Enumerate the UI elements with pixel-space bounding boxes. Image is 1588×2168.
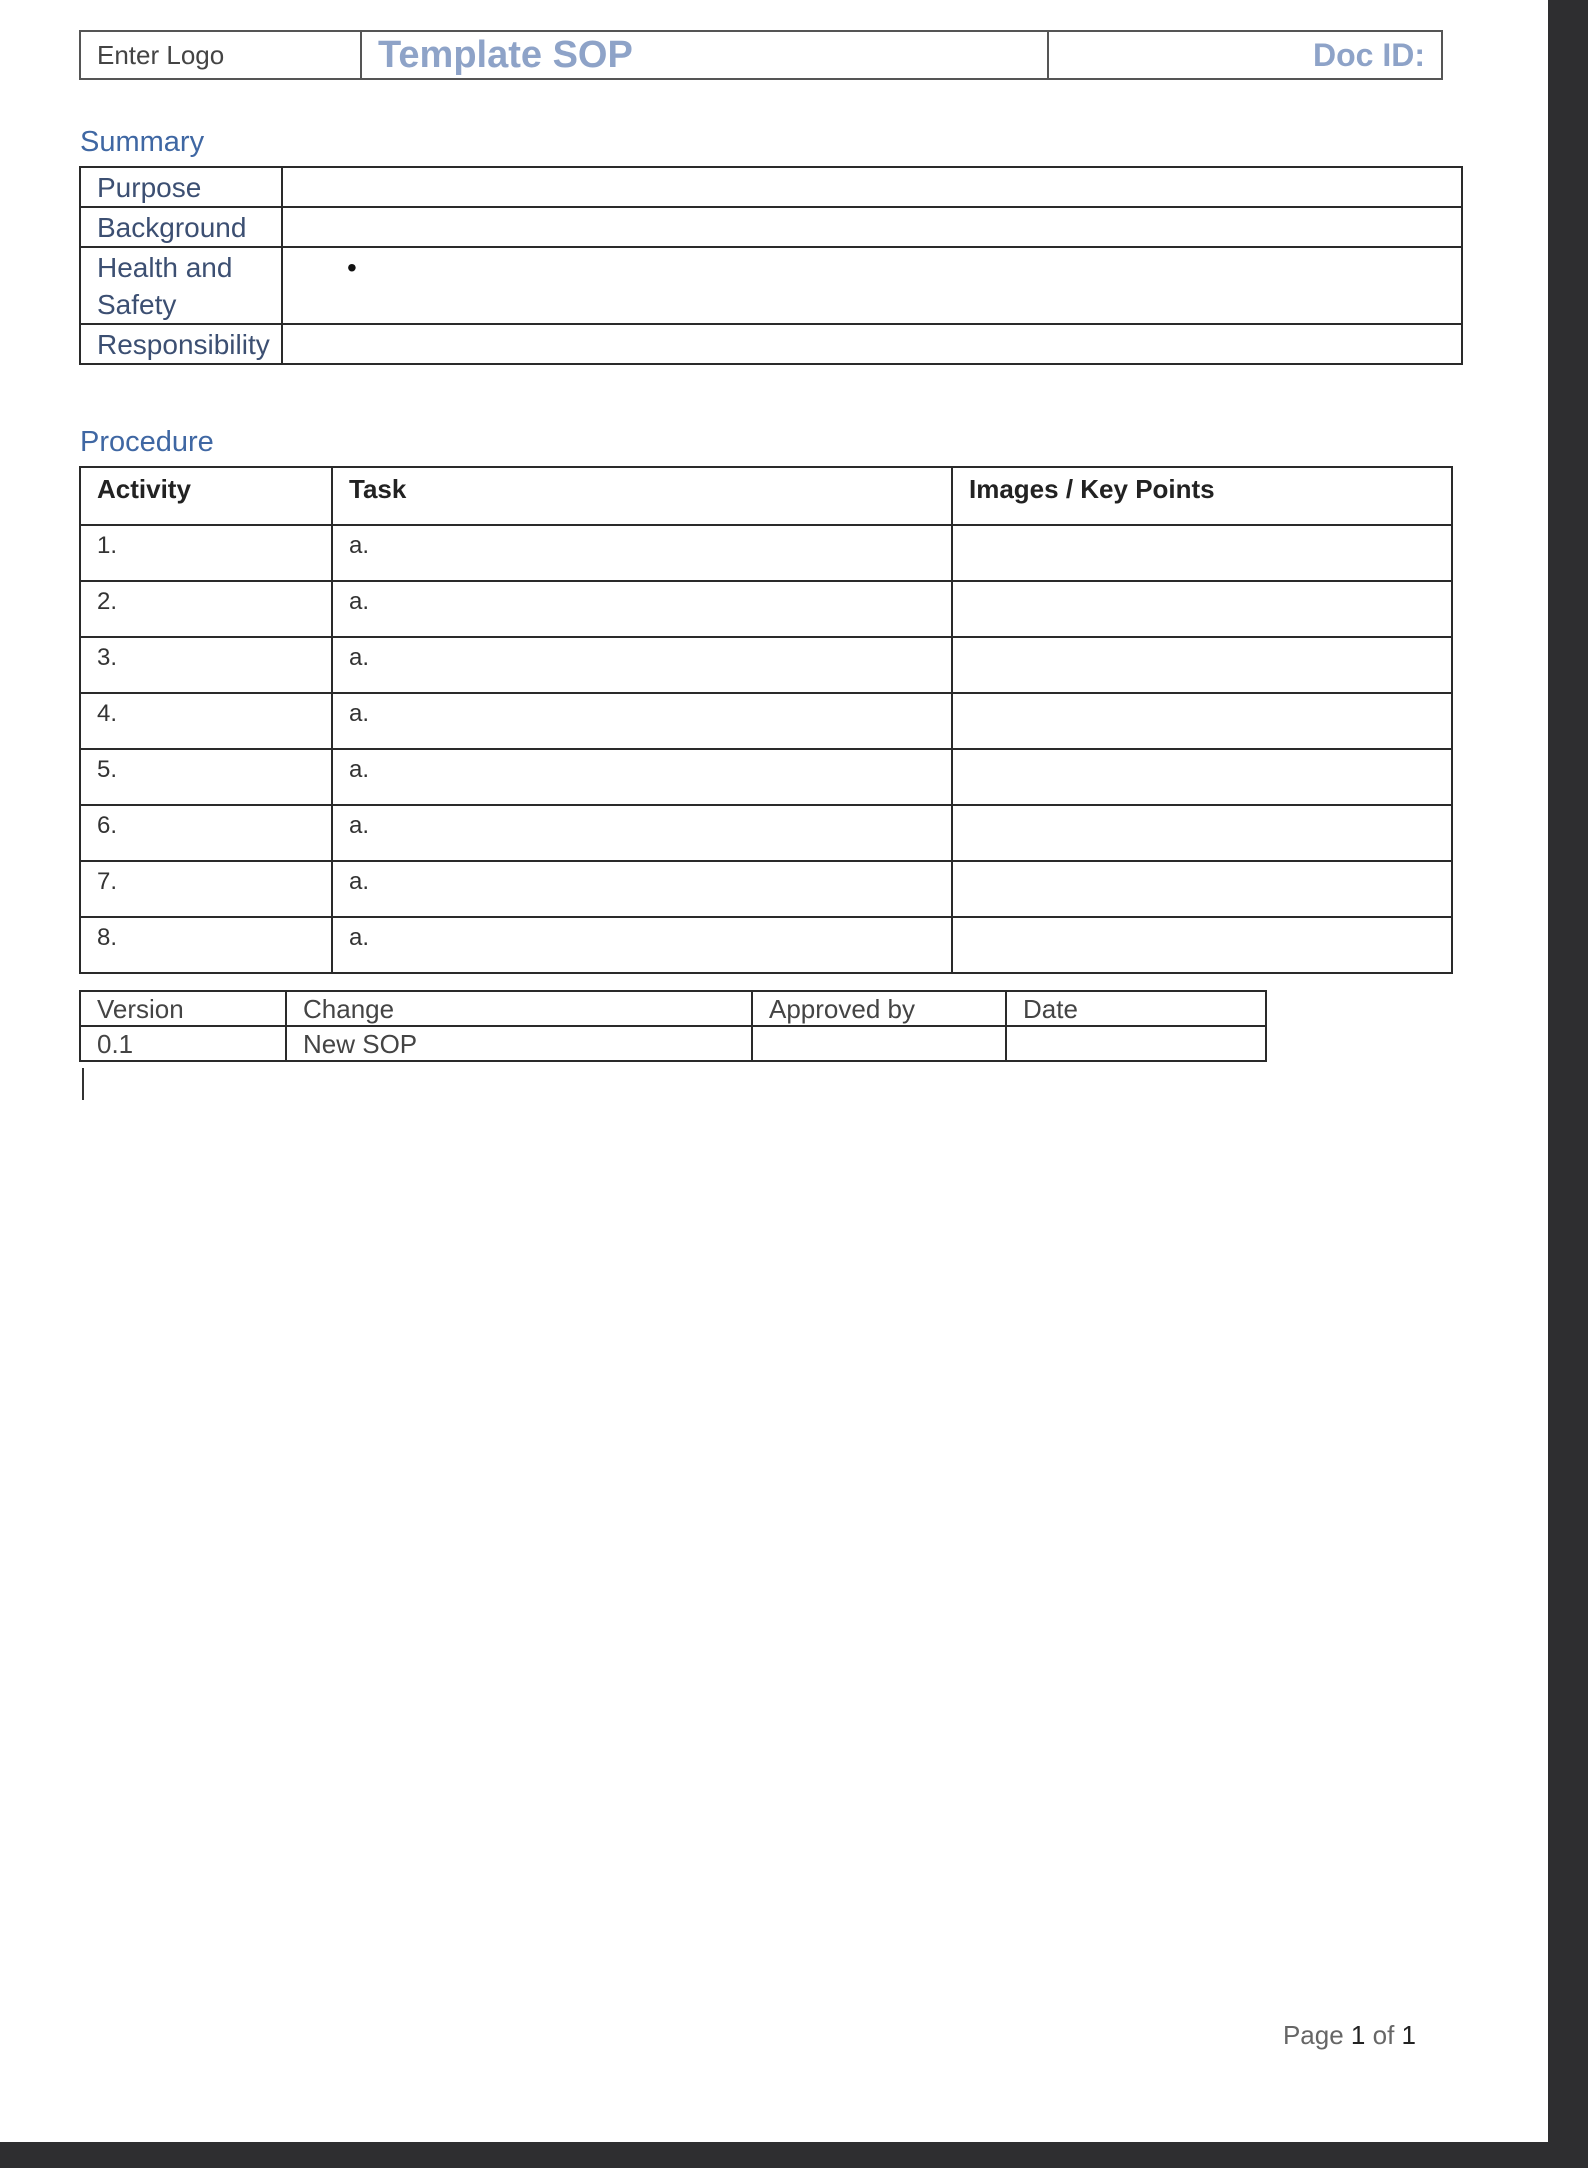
activity-cell[interactable]: 7.: [80, 861, 332, 917]
summary-value-cell[interactable]: [282, 207, 1462, 247]
window-bottom-edge: [0, 2142, 1588, 2168]
procedure-table: [79, 466, 1453, 974]
column-header-approved-by: Approved by: [752, 991, 1006, 1026]
table-row: [80, 581, 1452, 637]
activity-cell[interactable]: 8.: [80, 917, 332, 973]
task-cell[interactable]: a.: [332, 861, 952, 917]
version-history-table: [79, 990, 1267, 1062]
key-points-cell[interactable]: [952, 861, 1452, 917]
key-points-cell[interactable]: [952, 805, 1452, 861]
activity-cell[interactable]: 6.: [80, 805, 332, 861]
summary-row-background: [80, 207, 1462, 247]
task-cell[interactable]: a.: [332, 581, 952, 637]
page-footer: [1283, 2020, 1416, 2051]
logo-placeholder: Enter Logo: [97, 39, 225, 70]
document-title: Template SOP: [378, 33, 633, 76]
key-points-cell[interactable]: [952, 525, 1452, 581]
table-row: [80, 749, 1452, 805]
column-header-date: Date: [1006, 991, 1266, 1026]
doc-id-cell[interactable]: [1048, 31, 1442, 79]
summary-label: Purpose: [80, 167, 282, 207]
task-cell[interactable]: a.: [332, 637, 952, 693]
summary-label: Responsibility: [80, 324, 282, 364]
summary-heading: Summary: [80, 126, 205, 158]
summary-label: Background: [80, 207, 282, 247]
bullet-point: •: [347, 252, 357, 283]
page-word: Page: [1282, 2020, 1344, 2050]
column-header-key-points: Images / Key Points: [952, 467, 1452, 525]
key-points-cell[interactable]: [952, 581, 1452, 637]
activity-cell[interactable]: 3.: [80, 637, 332, 693]
task-cell[interactable]: a.: [332, 525, 952, 581]
date-cell[interactable]: [1006, 1026, 1266, 1061]
table-row: [80, 637, 1452, 693]
header-table: [79, 30, 1443, 80]
logo-cell[interactable]: [80, 31, 361, 79]
summary-row-purpose: [80, 167, 1462, 207]
of-word: of: [1372, 2020, 1395, 2050]
table-row: [80, 861, 1452, 917]
activity-cell[interactable]: 4.: [80, 693, 332, 749]
summary-value-cell[interactable]: [282, 247, 1462, 324]
activity-cell[interactable]: 5.: [80, 749, 332, 805]
procedure-heading: Procedure: [80, 426, 214, 458]
procedure-header-row: [80, 467, 1452, 525]
summary-table: [79, 166, 1463, 365]
doc-id-label: Doc ID:: [1313, 36, 1425, 73]
key-points-cell[interactable]: [952, 749, 1452, 805]
summary-value-cell[interactable]: [282, 324, 1462, 364]
version-header-row: [80, 991, 1266, 1026]
task-cell[interactable]: a.: [332, 693, 952, 749]
column-header-task: Task: [332, 467, 952, 525]
column-header-version: Version: [80, 991, 286, 1026]
summary-row-responsibility: [80, 324, 1462, 364]
column-header-change: Change: [286, 991, 752, 1026]
summary-label: Health and Safety: [80, 247, 282, 324]
table-row: [80, 1026, 1266, 1061]
activity-cell[interactable]: 1.: [80, 525, 332, 581]
task-cell[interactable]: a.: [332, 917, 952, 973]
summary-row-health-and-safety: [80, 247, 1462, 324]
current-page-number: 1: [1350, 2020, 1366, 2050]
total-pages-number: 1: [1401, 2020, 1416, 2050]
table-row: [80, 693, 1452, 749]
approved-by-cell[interactable]: [752, 1026, 1006, 1061]
title-cell[interactable]: [361, 31, 1048, 79]
table-row: [80, 805, 1452, 861]
task-cell[interactable]: a.: [332, 805, 952, 861]
change-cell[interactable]: New SOP: [286, 1026, 752, 1061]
key-points-cell[interactable]: [952, 637, 1452, 693]
activity-cell[interactable]: 2.: [80, 581, 332, 637]
key-points-cell[interactable]: [952, 917, 1452, 973]
text-cursor: [82, 1068, 84, 1100]
table-row: [80, 525, 1452, 581]
version-cell[interactable]: 0.1: [80, 1026, 286, 1061]
task-cell[interactable]: a.: [332, 749, 952, 805]
key-points-cell[interactable]: [952, 693, 1452, 749]
table-row: [80, 917, 1452, 973]
column-header-activity: Activity: [80, 467, 332, 525]
window-side-edge: [1548, 0, 1588, 2168]
summary-value-cell[interactable]: [282, 167, 1462, 207]
